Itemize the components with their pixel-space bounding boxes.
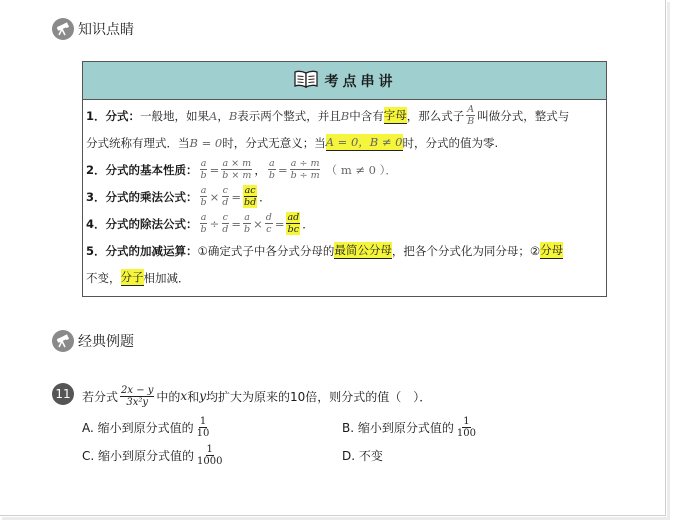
numerator: a xyxy=(200,185,207,196)
numerator: ac xyxy=(244,185,256,196)
highlight-denominator: 分母 xyxy=(540,243,564,257)
section-title: 知识点睛 xyxy=(78,22,134,38)
fraction xyxy=(200,185,208,208)
item-3-label: 3．分式的乘法公式： xyxy=(86,189,198,204)
denominator: bc xyxy=(287,224,300,235)
question-fraction xyxy=(120,385,154,408)
numerator: 1 xyxy=(206,443,213,455)
item-5-text: ，把各个分式化为同分母；② xyxy=(391,243,541,258)
stem-text: 中的 xyxy=(156,389,181,404)
numerator: A xyxy=(467,104,475,115)
knowledge-box-body xyxy=(83,100,606,291)
numerator: a xyxy=(244,212,250,223)
var-b: B xyxy=(340,108,350,123)
denominator: B xyxy=(467,116,475,127)
denominator: b xyxy=(200,170,207,181)
fraction xyxy=(221,158,252,181)
page-border-right xyxy=(665,0,666,515)
highlight-letter: 字母 xyxy=(383,108,407,122)
item-5-text: 相加减． xyxy=(143,270,190,285)
numerator: a xyxy=(200,212,207,223)
telescope-icon xyxy=(52,18,74,40)
option-fraction xyxy=(196,444,223,467)
knowledge-box-header xyxy=(83,62,606,100)
separator: ， xyxy=(254,162,266,177)
highlight-fraction xyxy=(243,185,257,208)
denominator: 100 xyxy=(456,427,476,439)
item-5-text: 不变， xyxy=(86,270,121,285)
item-1-text: ， xyxy=(217,108,229,123)
item-4 xyxy=(86,210,602,237)
item-1-label: 1．分式： xyxy=(86,108,141,123)
item-1-text: 分式统称有理式．当 xyxy=(86,135,190,150)
var-x: x xyxy=(180,389,188,403)
open-book-icon xyxy=(293,69,319,93)
knowledge-box xyxy=(82,61,607,297)
item-1-text: 时，分式无意义；当 xyxy=(222,135,326,150)
fraction xyxy=(268,158,276,181)
equals-sign: = xyxy=(277,162,288,177)
highlight-fraction xyxy=(286,212,300,235)
denominator: 1000 xyxy=(197,455,223,467)
condition-b-zero: B = 0 xyxy=(189,135,223,150)
telescope-icon xyxy=(52,330,74,352)
denominator: b xyxy=(200,224,207,235)
option-fraction xyxy=(456,416,477,439)
fraction xyxy=(290,158,321,181)
period: ． xyxy=(259,189,271,204)
item-5-label: 5．分式的加减运算： xyxy=(86,243,198,258)
page-shadow-right xyxy=(667,2,670,518)
multiply-sign: × xyxy=(253,216,263,231)
denominator: d xyxy=(222,224,229,235)
option-c[interactable] xyxy=(82,440,225,470)
numerator: 1 xyxy=(199,415,207,427)
question-stem xyxy=(82,381,431,411)
numerator: a xyxy=(269,158,275,169)
knowledge-box-title: 考点串讲 xyxy=(324,73,397,90)
item-5-text: ①确定式子中各分式分母的 xyxy=(197,243,335,258)
numerator: a ÷ m xyxy=(290,158,320,169)
highlight-lcd: 最简公分母 xyxy=(334,243,392,257)
fraction xyxy=(243,212,251,235)
condition-m-nonzero: （ m ≠ 0 ）． xyxy=(325,162,397,177)
option-label: D. 不变 xyxy=(342,448,383,463)
var-b: B xyxy=(228,108,238,123)
numerator: c xyxy=(222,185,228,196)
numerator: 1 xyxy=(463,415,470,427)
denominator: b xyxy=(200,197,207,208)
numerator: 2x − y xyxy=(121,384,154,396)
item-1-line-1 xyxy=(86,102,602,129)
denominator: b xyxy=(268,170,275,181)
item-1-text: 表示两个整式，并且 xyxy=(237,108,341,123)
item-4-label: 4．分式的除法公式： xyxy=(86,216,198,231)
option-b[interactable] xyxy=(342,412,479,442)
multiply-sign: × xyxy=(209,189,220,204)
stem-text: 和 xyxy=(187,389,200,404)
denominator: b ÷ m xyxy=(290,170,320,181)
option-d[interactable] xyxy=(342,440,383,470)
section-title: 经典例题 xyxy=(78,334,134,350)
item-1-line-2 xyxy=(86,129,602,156)
period: ． xyxy=(302,216,314,231)
highlight-numerator: 分子 xyxy=(120,270,144,284)
denominator: b × m xyxy=(222,170,252,181)
item-1-text: 中含有 xyxy=(349,108,384,123)
equals-sign: = xyxy=(209,162,220,177)
option-label: B. 缩小到原分式值的 xyxy=(342,420,454,435)
denominator: bd xyxy=(243,197,257,208)
var-y: y xyxy=(199,389,206,403)
item-5-line-1 xyxy=(86,237,602,264)
denominator: d xyxy=(222,197,229,208)
fraction xyxy=(265,212,273,235)
fraction xyxy=(200,212,208,235)
page-border-bottom xyxy=(0,515,666,516)
denominator: b xyxy=(243,224,251,235)
option-fraction xyxy=(196,416,211,439)
numerator: a xyxy=(200,158,207,169)
highlight-condition: A = 0，B ≠ 0 xyxy=(325,135,403,149)
numerator: a × m xyxy=(222,158,252,169)
equals-sign: = xyxy=(231,216,241,231)
option-a[interactable] xyxy=(82,412,212,442)
fraction-a-over-b xyxy=(466,104,475,127)
divide-sign: ÷ xyxy=(209,216,220,231)
option-label: C. 缩小到原分式值的 xyxy=(82,448,195,463)
denominator: c xyxy=(266,224,272,235)
item-5-line-2 xyxy=(86,264,602,291)
numerator: d xyxy=(265,212,272,223)
fraction xyxy=(221,212,229,235)
equals-sign: = xyxy=(274,216,285,231)
denominator: 3x²y xyxy=(126,396,149,408)
denominator: 10 xyxy=(196,427,210,439)
equals-sign: = xyxy=(231,189,241,204)
page-shadow-bottom xyxy=(2,517,670,520)
numerator: ad xyxy=(287,212,300,223)
stem-text: 均扩大为原来的10倍，则分式的值（ ）． xyxy=(206,389,432,404)
question-number-badge: 11 xyxy=(52,383,74,405)
section-header-knowledge xyxy=(52,17,134,41)
fraction xyxy=(200,158,208,181)
item-1-text: 时，分式的值为零. xyxy=(402,135,499,150)
item-1-text: ，那么式子 xyxy=(406,108,465,123)
item-2 xyxy=(86,156,602,183)
item-1-text: 叫做分式，整式与 xyxy=(477,108,570,123)
fraction xyxy=(221,185,229,208)
var-a: A xyxy=(209,108,218,123)
item-2-label: 2．分式的基本性质： xyxy=(86,162,198,177)
option-label: A. 缩小到原分式值的 xyxy=(82,420,194,435)
stem-text: 若分式 xyxy=(82,389,119,404)
item-3 xyxy=(86,183,602,210)
section-header-examples xyxy=(52,329,134,353)
item-1-text: 一般地，如果 xyxy=(140,108,210,123)
numerator: c xyxy=(222,212,228,223)
